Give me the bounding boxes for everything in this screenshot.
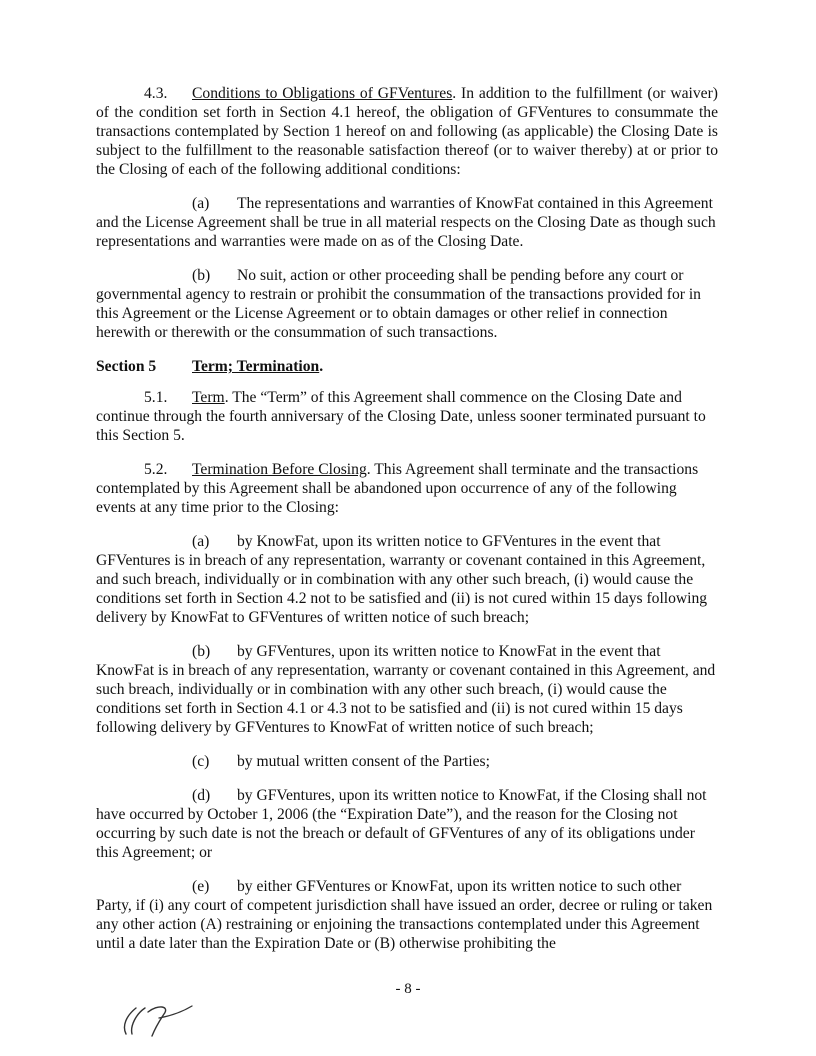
handwritten-initials-signature — [112, 996, 198, 1040]
section-5-2-a-paragraph — [96, 532, 718, 627]
section-4-3-a-number: (a) — [192, 195, 210, 212]
section-5-2-b-text: by GFVentures, upon its written notice to KnowFat in the event that KnowFat is in breach of any representation, warranty or covenant contained in this Agreement, and such breach, individually or in combination with any other such breach, (i) would cause the conditions set forth in Section 4.1 or 4.3 not to be satisfied and (ii) is not cured within 15 days following delivery by GFVentures to KnowFat of written notice of such breach; — [96, 643, 716, 736]
section-5-2-heading: Termination Before Closing — [192, 461, 367, 478]
section-5-2-d-text: by GFVentures, upon its written notice to KnowFat, if the Closing shall not have occurred by October 1, 2006 (the “Expiration Date”), and the reason for the Closing not occurring by such date is not the breach or default of GFVentures of any of its obligations under this Agreement; or — [96, 787, 707, 861]
section-4-3-a-paragraph — [96, 194, 718, 251]
section-4-3-paragraph — [96, 84, 718, 179]
section-5-heading — [96, 357, 718, 376]
page-number: - 8 - — [395, 981, 421, 997]
section-5-1-heading: Term — [192, 389, 225, 406]
section-4-3-b-number: (b) — [192, 267, 211, 284]
document-page — [96, 84, 718, 968]
section-5-2-a-text: by KnowFat, upon its written notice to GFVentures in the event that GFVentures is in breach of any representation, warranty or covenant contained in this Agreement, and such breach, individually or in combination with any other such breach, (i) would cause the conditions set forth in Section 4.2 not to be satisfied and (ii) is not cured within 15 days following delivery by KnowFat to GFVentures of written notice of such breach; — [96, 533, 708, 626]
section-5-2-c-paragraph — [96, 752, 718, 771]
section-5-2-c-number: (c) — [192, 753, 210, 770]
section-5-1-text: . The “Term” of this Agreement shall commence on the Closing Date and continue through the fourth anniversary of the Closing Date, unless sooner terminated pursuant to this Section 5. — [96, 389, 706, 444]
section-5-2-paragraph — [96, 460, 718, 517]
section-5-2-a-number: (a) — [192, 533, 210, 550]
section-4-3-b-text: No suit, action or other proceeding shall be pending before any court or governmental agency to restrain or prohibit the consummation of the transactions provided for in this Agreement or the License Agreement or to obtain damages or other relief in connection herewith or therewith or the consummation of such transactions. — [96, 267, 701, 341]
section-5-title: Term; Termination — [192, 358, 320, 375]
section-5-1-paragraph — [96, 388, 718, 445]
section-5-2-b-paragraph — [96, 642, 718, 737]
section-5-2-e-number: (e) — [192, 878, 210, 895]
section-4-3-a-text: The representations and warranties of KnowFat contained in this Agreement and the License Agreement shall be true in all material respects on the Closing Date as though such representations and warranties were made on as of the Closing Date. — [96, 195, 716, 250]
section-4-3-number: 4.3. — [144, 85, 168, 102]
section-4-3-heading: Conditions to Obligations of GFVentures — [192, 85, 453, 102]
section-4-3-b-paragraph — [96, 266, 718, 342]
section-5-2-text: . This Agreement shall terminate and the transactions contemplated by this Agreement shall be abandoned upon occurrence of any of the following events at any time prior to the Closing: — [96, 461, 699, 516]
section-5-2-c-text: by mutual written consent of the Parties; — [237, 753, 490, 770]
section-5-2-e-paragraph — [96, 877, 718, 953]
section-5-2-d-number: (d) — [192, 787, 211, 804]
section-5-label: Section 5 — [96, 358, 157, 375]
section-4-3-text: . In addition to the fulfillment (or waiver) of the condition set forth in Section 4.1 hereof, the obligation of GFVentures to consummate the transactions contemplated by Section 1 hereof on and following (as applicable) the Closing Date is subject to the fulfillment to the reasonable satisfaction thereof (or to waiver thereby) at or prior to the Closing of each of the following additional conditions: — [96, 85, 718, 178]
section-5-1-number: 5.1. — [144, 389, 168, 406]
section-5-2-d-paragraph — [96, 786, 718, 862]
section-5-2-b-number: (b) — [192, 643, 211, 660]
section-5-2-number: 5.2. — [144, 461, 168, 478]
section-5-2-e-text: by either GFVentures or KnowFat, upon its written notice to such other Party, if (i) any court of competent jurisdiction shall have issued an order, decree or ruling or taken any other action (A) restraining or enjoining the transactions contemplated under this Agreement until a date later than the Expiration Date or (B) otherwise prohibiting the — [96, 878, 713, 952]
section-5-title-end: . — [319, 358, 324, 375]
